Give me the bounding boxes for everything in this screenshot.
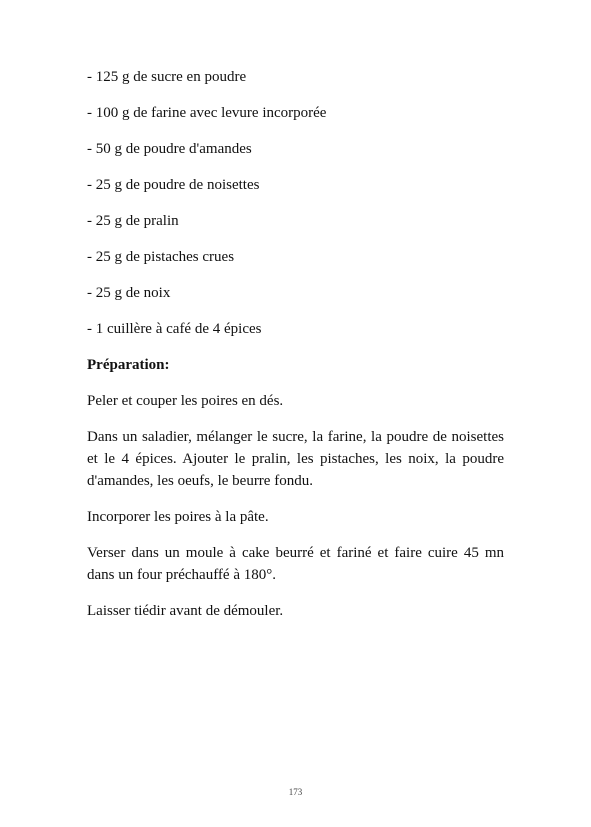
ingredient-list (87, 66, 504, 340)
preparation-heading: Préparation: (87, 357, 170, 373)
preparation-step: Verser dans un moule à cake beurré et fariné et faire cuire 45 mn dans un four préchauffé à 180°. (87, 545, 504, 583)
preparation-step: Dans un saladier, mélanger le sucre, la farine, la poudre de noisettes et le 4 épices. Ajouter le pralin, les pistaches, les noix, la poudre d'amandes, les oeufs, le beurre fondu. (87, 429, 504, 489)
preparation-step: Peler et couper les poires en dés. (87, 393, 284, 409)
ingredient-item: - 25 g de poudre de noisettes (87, 177, 260, 193)
ingredient-item: - 25 g de pralin (87, 213, 179, 229)
preparation-step: Laisser tiédir avant de démouler. (87, 603, 284, 619)
ingredient-item: - 25 g de pistaches crues (87, 249, 235, 265)
ingredient-item: - 125 g de sucre en poudre (87, 69, 247, 85)
recipe-content (87, 66, 504, 636)
ingredient-item: - 25 g de noix (87, 285, 171, 301)
ingredient-item: - 50 g de poudre d'amandes (87, 141, 252, 157)
ingredient-item: - 1 cuillère à café de 4 épices (87, 321, 262, 337)
page-number: 173 (288, 787, 303, 797)
preparation-step: Incorporer les poires à la pâte. (87, 509, 269, 525)
ingredient-item: - 100 g de farine avec levure incorporée (87, 105, 327, 121)
